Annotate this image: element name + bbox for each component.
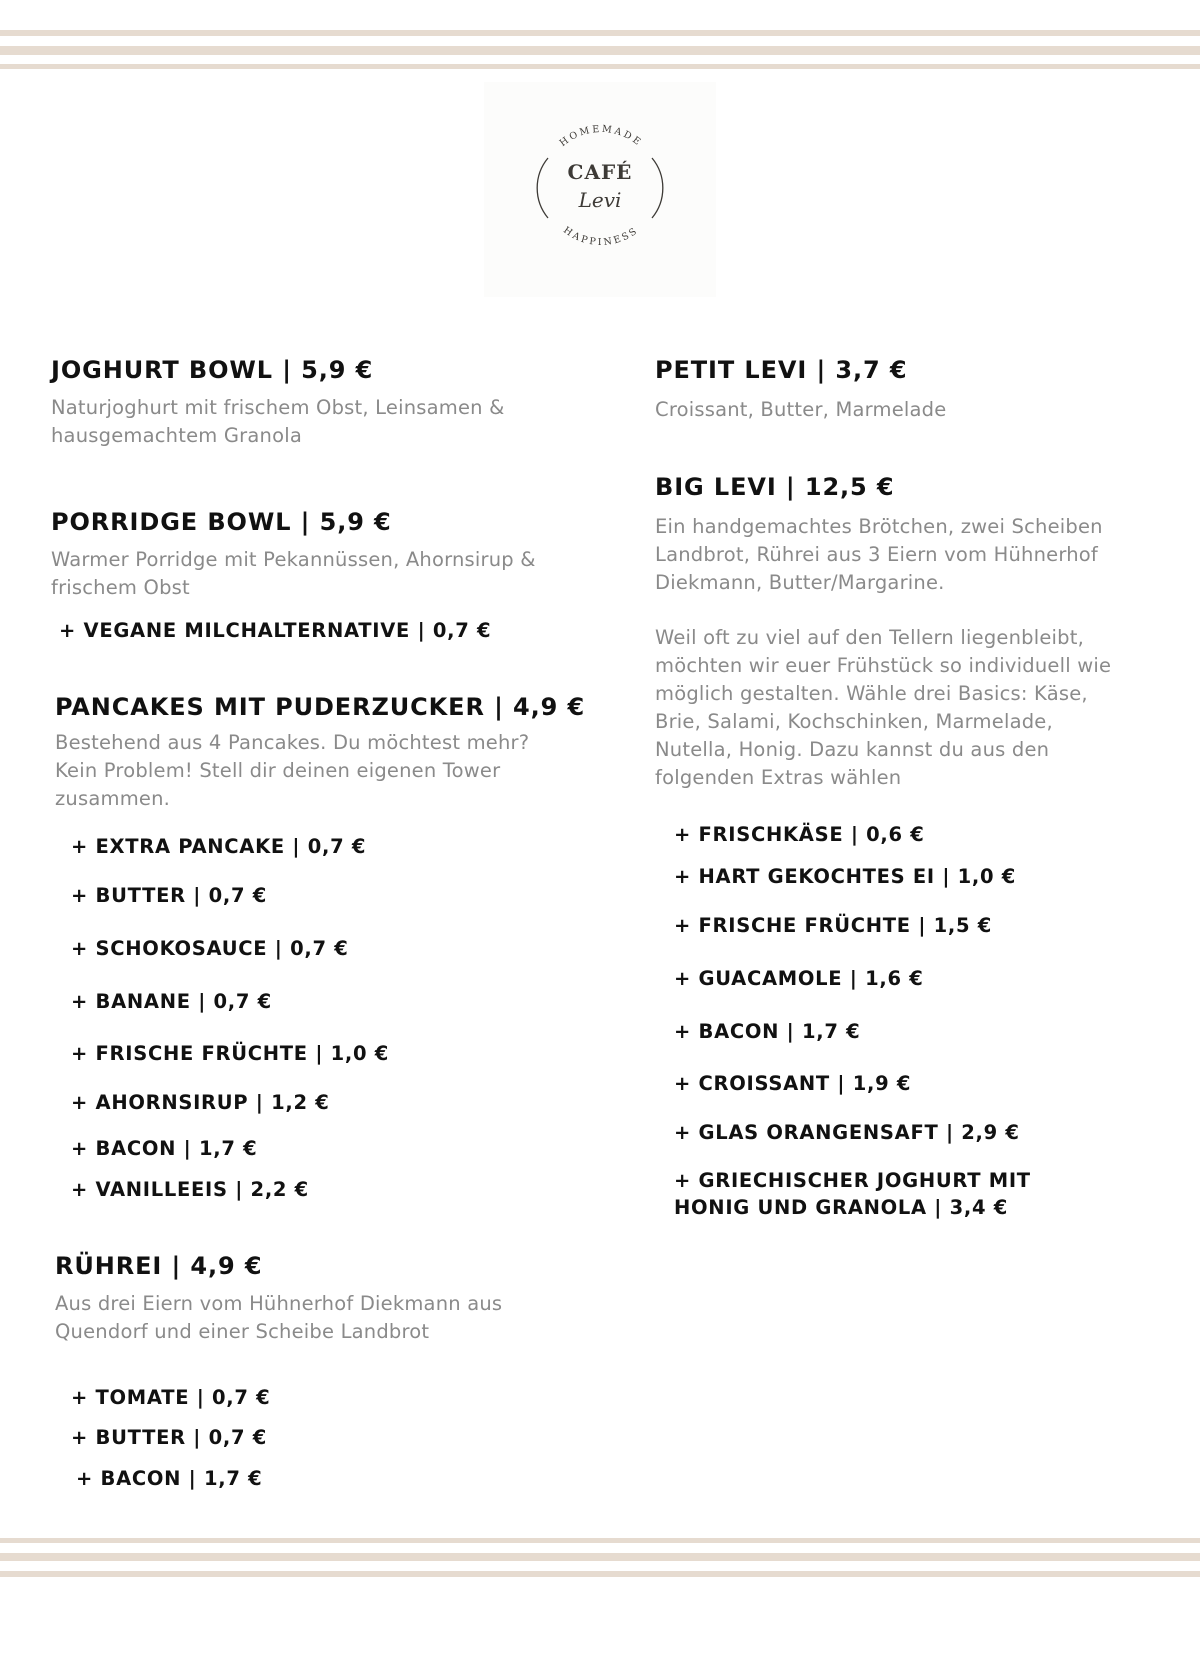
extra-item: + BACON | 1,7 € — [76, 1467, 263, 1490]
extra-item: + BANANE | 0,7 € — [71, 990, 272, 1013]
item-description: Bestehend aus 4 Pancakes. Du möchtest mehr? Kein Problem! Stell dir deinen eigenen Tower zusammen. — [55, 731, 530, 810]
menu-item-pancakes — [55, 693, 595, 813]
extra-item: + BUTTER | 0,7 € — [71, 884, 268, 907]
extra-item: + GUACAMOLE | 1,6 € — [674, 967, 924, 990]
item-description-extra: Weil oft zu viel auf den Tellern liegenbleibt, möchten wir euer Frühstück so individuell wie möglich gestalten. Wähle drei Basics: Käse, Brie, Salami, Kochschinken, Marmelade, Nutella, Honig. Dazu kannst du aus den folgenden Extras wählen — [655, 626, 1112, 789]
logo-name-text: Levi — [578, 188, 622, 212]
extra-item: + CROISSANT | 1,9 € — [674, 1072, 912, 1095]
bottom-stripe-3 — [0, 1571, 1200, 1577]
logo-top-text: HOMEMADE — [557, 123, 645, 150]
extra-item: + FRISCHE FRÜCHTE | 1,5 € — [674, 914, 993, 937]
extra-item: + SCHOKOSAUCE | 0,7 € — [71, 937, 349, 960]
menu-item-ruehrei — [55, 1252, 575, 1346]
item-description: Ein handgemachtes Brötchen, zwei Scheiben Landbrot, Rührei aus 3 Eiern vom Hühnerhof Diekmann, Butter/Margarine. — [655, 515, 1103, 594]
extra-item: + BUTTER | 0,7 € — [71, 1426, 268, 1449]
extra-item: + AHORNSIRUP | 1,2 € — [71, 1091, 330, 1114]
extra-item: + HART GEKOCHTES EI | 1,0 € — [674, 865, 1017, 888]
menu-item-porridge-bowl — [51, 508, 581, 602]
item-title: PORRIDGE BOWL | 5,9 € — [51, 508, 392, 536]
extra-item: + VEGANE MILCHALTERNATIVE | 0,7 € — [59, 619, 492, 642]
extra-item: + GRIECHISCHER JOGHURT MIT — [674, 1169, 1031, 1192]
extra-item: + VANILLEEIS | 2,2 € — [71, 1178, 309, 1201]
extra-item: + FRISCHKÄSE | 0,6 € — [674, 823, 925, 846]
logo-cafe-text: CAFÉ — [567, 160, 633, 184]
top-stripe-1 — [0, 30, 1200, 36]
menu-item-joghurt-bowl — [51, 356, 581, 450]
extra-item: + BACON | 1,7 € — [674, 1020, 861, 1043]
cafe-logo — [484, 82, 716, 297]
item-title: PANCAKES MIT PUDERZUCKER | 4,9 € — [55, 693, 586, 721]
bottom-stripe-1 — [0, 1538, 1200, 1543]
item-description: Aus drei Eiern vom Hühnerhof Diekmann aus Quendorf und einer Scheibe Landbrot — [55, 1292, 503, 1343]
top-stripe-2 — [0, 46, 1200, 55]
svg-text:HAPPINESS — [561, 225, 641, 248]
bottom-stripe-2 — [0, 1553, 1200, 1561]
extra-item: + BACON | 1,7 € — [71, 1137, 258, 1160]
item-title: JOGHURT BOWL | 5,9 € — [51, 356, 374, 384]
top-stripe-3 — [0, 64, 1200, 69]
item-title: PETIT LEVI | 3,7 € — [655, 356, 908, 384]
item-description: Naturjoghurt mit frischem Obst, Leinsamen & hausgemachtem Granola — [51, 396, 505, 447]
extra-item: + TOMATE | 0,7 € — [71, 1386, 271, 1409]
menu-item-big-levi — [655, 473, 1175, 792]
extra-item: + GLAS ORANGENSAFT | 2,9 € — [674, 1121, 1020, 1144]
item-description: Croissant, Butter, Marmelade — [655, 398, 947, 421]
svg-text:HOMEMADE — [558, 124, 645, 149]
item-title: RÜHREI | 4,9 € — [55, 1252, 263, 1280]
item-description: Warmer Porridge mit Pekannüssen, Ahornsirup & frischem Obst — [51, 548, 536, 599]
extra-item: + EXTRA PANCAKE | 0,7 € — [71, 835, 367, 858]
logo-bottom-text: HAPPINESS — [561, 224, 641, 249]
extra-item: HONIG UND GRANOLA | 3,4 € — [674, 1196, 1009, 1219]
menu-item-petit-levi — [655, 356, 1175, 424]
extra-item: + FRISCHE FRÜCHTE | 1,0 € — [71, 1042, 390, 1065]
item-title: BIG LEVI | 12,5 € — [655, 473, 895, 501]
